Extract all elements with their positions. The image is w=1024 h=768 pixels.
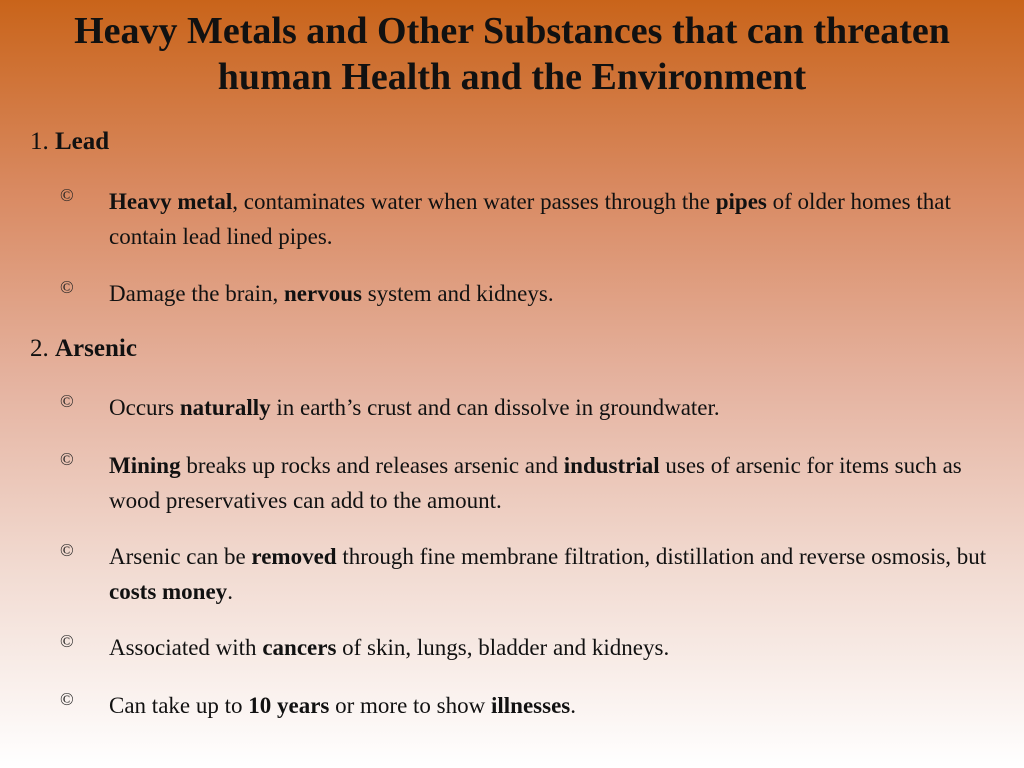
bold-term: costs money bbox=[109, 579, 228, 604]
bullet-icon: © bbox=[60, 277, 74, 297]
text-run: system and kidneys. bbox=[361, 281, 554, 306]
bullet-icon: © bbox=[60, 631, 74, 651]
slide-title bbox=[0, 8, 1024, 100]
text-run: in earth’s crust and can dissolve in groundwater. bbox=[270, 395, 720, 420]
bold-term: pipes bbox=[715, 189, 767, 214]
section-heading-lead bbox=[30, 128, 109, 156]
text-run: . bbox=[570, 693, 576, 718]
bullet-text bbox=[109, 184, 999, 254]
section-name: Arsenic bbox=[55, 335, 137, 362]
text-run: Can take up to bbox=[109, 693, 249, 718]
bold-term: cancers bbox=[262, 635, 337, 660]
bold-term: illnesses bbox=[491, 693, 571, 718]
text-run: uses of arsenic for items such as wood preservatives can add to the amount. bbox=[109, 453, 962, 513]
section-number: 2. bbox=[30, 335, 49, 362]
text-run: Arsenic can be bbox=[109, 544, 252, 569]
bullet-text bbox=[109, 539, 999, 609]
bullet-icon: © bbox=[60, 391, 74, 411]
text-run: , contaminates water when water passes through the bbox=[232, 189, 716, 214]
bold-term: nervous bbox=[283, 281, 362, 306]
text-run: . bbox=[227, 579, 233, 604]
section-name: Lead bbox=[55, 128, 110, 155]
bullet-text bbox=[109, 448, 999, 518]
bullet-text bbox=[109, 688, 999, 723]
section-number: 1. bbox=[30, 128, 49, 155]
bullet-text bbox=[109, 630, 999, 665]
text-run: of skin, lungs, bladder and kidneys. bbox=[336, 635, 670, 660]
title-line-1: Heavy Metals and Other Substances that can threaten bbox=[74, 10, 950, 52]
bullet-icon: © bbox=[60, 689, 74, 709]
bold-term: removed bbox=[251, 544, 337, 569]
bullet-icon: © bbox=[60, 449, 74, 469]
text-run: through fine membrane filtration, distillation and reverse osmosis, but bbox=[336, 544, 987, 569]
text-run: of older homes that contain lead lined pipes. bbox=[109, 189, 951, 249]
bold-term: industrial bbox=[563, 453, 660, 478]
text-run: or more to show bbox=[329, 693, 491, 718]
bold-term: Mining bbox=[109, 453, 181, 478]
bold-term: 10 years bbox=[248, 693, 330, 718]
text-run: breaks up rocks and releases arsenic and bbox=[180, 453, 564, 478]
bullet-icon: © bbox=[60, 540, 74, 560]
bullet-icon: © bbox=[60, 185, 74, 205]
text-run: Occurs bbox=[109, 395, 180, 420]
section-heading-arsenic bbox=[30, 335, 137, 363]
bold-term: naturally bbox=[179, 395, 271, 420]
bold-term: Heavy metal bbox=[109, 189, 233, 214]
title-line-2: human Health and the Environment bbox=[217, 56, 807, 98]
text-run: Associated with bbox=[109, 635, 263, 660]
text-run: Damage the brain, bbox=[109, 281, 284, 306]
bullet-text bbox=[109, 390, 999, 425]
bullet-text bbox=[109, 276, 999, 311]
